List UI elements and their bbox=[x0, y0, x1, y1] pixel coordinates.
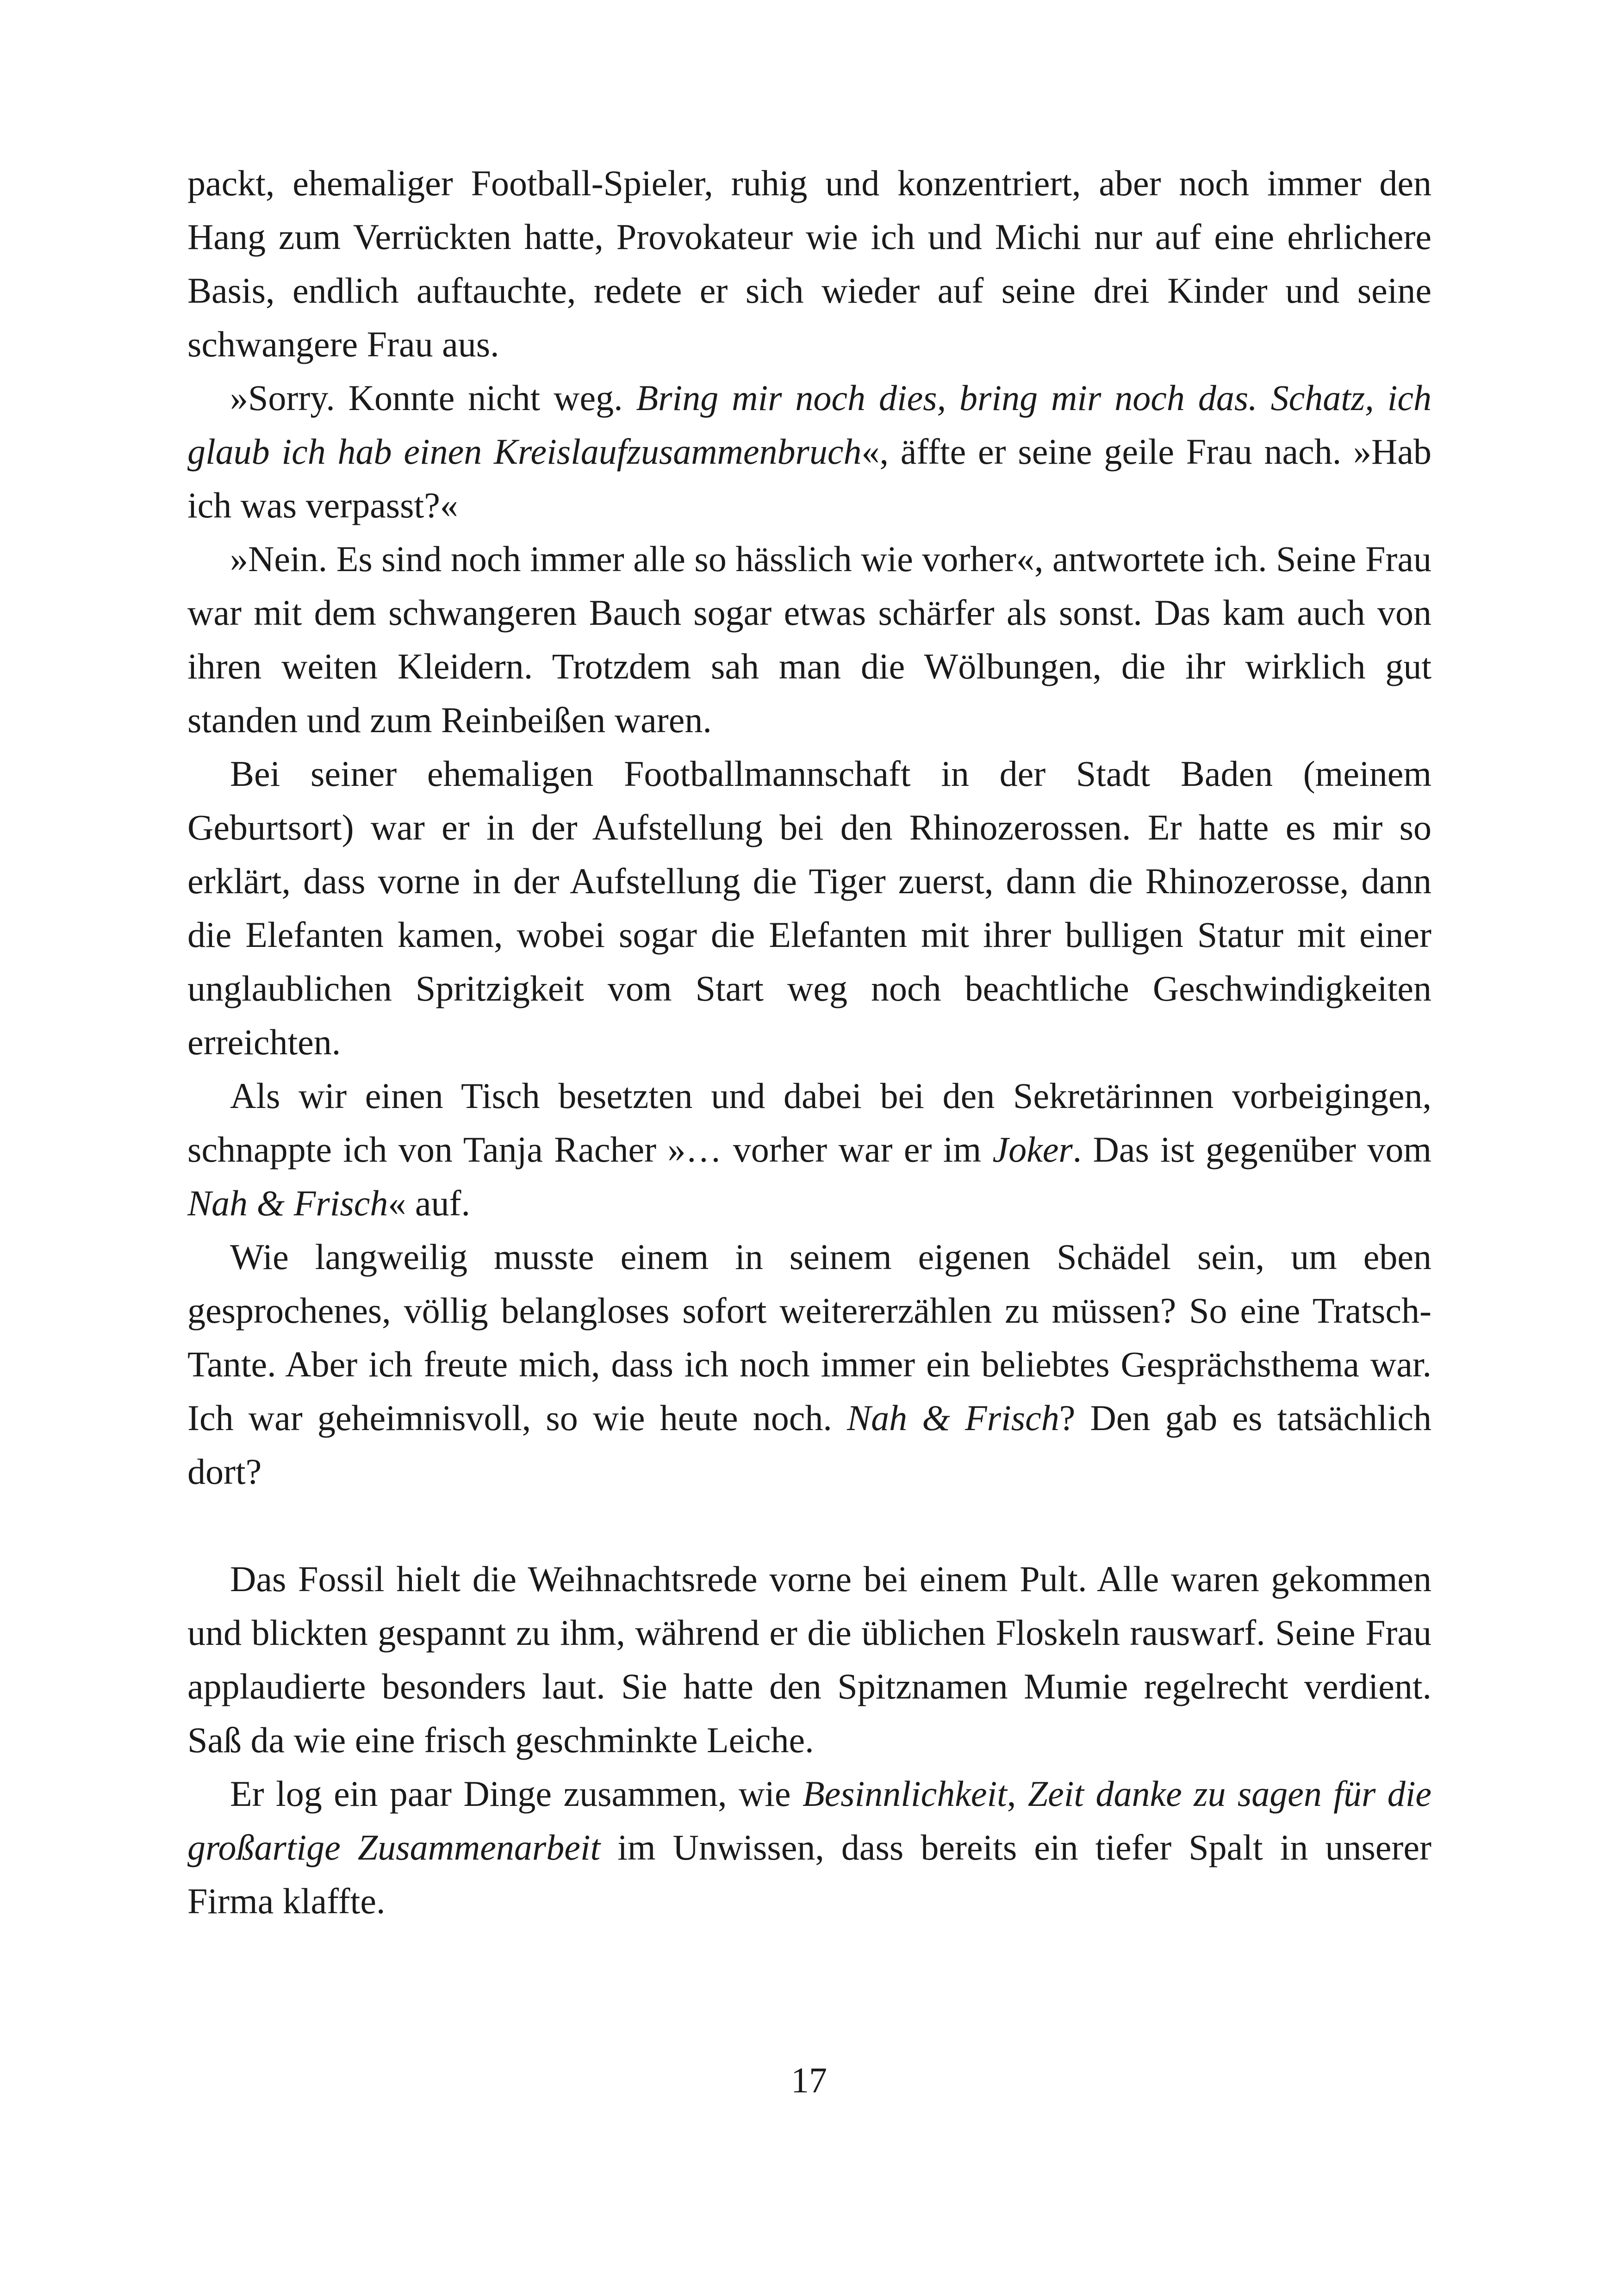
text-run: Das Fossil hielt die Weihnachtsrede vorne bei einem Pult. Alle waren gekommen und blickten gespannt zu ihm, während er die üblichen Floskeln rauswarf. Seine Frau applaudierte besonders laut. Sie hatte den Spitznamen Mumie regelrecht verdient. Saß da wie eine frisch geschminkte Leiche. bbox=[187, 1559, 1431, 1760]
text-run: . Das ist gegenüber vom bbox=[1072, 1129, 1431, 1170]
italic-text-run: Zeit danke zu sagen für die großartige Zusammenarbeit bbox=[187, 1773, 1432, 1867]
text-run: »Nein. Es sind noch immer alle so hässlich wie vorher«, antwortete ich. Seine Frau war mit dem schwangeren Bauch sogar etwas schärfer als sonst. Das kam auch von ihren weiten Kleidern. Trotzdem sah man die Wölbungen, die ihr wirklich gut standen und zum Reinbeißen waren. bbox=[187, 539, 1431, 740]
text-run: packt, ehemaliger Football-Spieler, ruhig und konzentriert, aber noch immer den Hang zum Verrückten hatte, Provokateur wie ich und Michi nur auf eine ehrlichere Basis, endlich auftauchte, redete er sich wieder auf seine drei Kinder und seine schwangere Frau aus. bbox=[187, 163, 1431, 364]
text-run: , bbox=[1007, 1773, 1028, 1814]
text-run: Wie langweilig musste einem in seinem eigenen Schädel sein, um eben gesprochenes, völlig belangloses sofort weitererzählen zu müssen? So eine Tratsch-Tante. Aber ich freute mich, dass ich noch immer ein beliebtes Gesprächsthema war. Ich war geheimnisvoll, so wie heute noch. bbox=[187, 1237, 1431, 1438]
text-run: im Unwissen, dass bereits ein tiefer Spalt in unserer Firma klaffte. bbox=[187, 1827, 1431, 1921]
text-run: «, äffte er seine geile Frau nach. »Hab ich was verpasst?« bbox=[187, 431, 1431, 525]
paragraph bbox=[187, 532, 1431, 747]
page-number: 17 bbox=[791, 2060, 827, 2100]
text-run: Bei seiner ehemaligen Footballmannschaft in der Stadt Baden (meinem Geburtsort) war er in der Aufstellung bei den Rhinozerossen. Er hatte es mir so erklärt, dass vorne in der Aufstellung die Tiger zuerst, dann die Rhinozerosse, dann die Elefanten kamen, wobei sogar die Elefanten mit ihrer bulligen Statur mit einer unglaublichen Spritzigkeit vom Start weg noch beachtliche Geschwindigkeiten erreichten. bbox=[187, 753, 1431, 1062]
text-run: »Sorry. Konnte nicht weg. bbox=[230, 378, 636, 418]
body-text bbox=[187, 156, 1431, 1928]
italic-text-run: Besinnlichkeit bbox=[802, 1773, 1007, 1814]
paragraph bbox=[187, 747, 1431, 1069]
paragraph bbox=[187, 1230, 1431, 1499]
text-run: Als wir einen Tisch besetzten und dabei bei den Sekretärinnen vorbeigingen, schnappte ich von Tanja Racher »… vorher war er im bbox=[187, 1076, 1431, 1170]
paragraph bbox=[187, 1069, 1431, 1230]
text-run: ? Den gab es tatsächlich dort? bbox=[187, 1398, 1431, 1492]
italic-text-run: Bring mir noch dies, bring mir noch das. Schatz, ich glaub ich hab einen Kreislaufzusammenbruch bbox=[187, 378, 1431, 472]
text-run: « auf. bbox=[388, 1183, 470, 1223]
paragraph bbox=[187, 1552, 1431, 1767]
paragraph bbox=[187, 1767, 1431, 1928]
italic-text-run: Joker bbox=[992, 1129, 1073, 1170]
text-run: Er log ein paar Dinge zusammen, wie bbox=[230, 1773, 803, 1814]
italic-text-run: Nah & Frisch bbox=[847, 1398, 1059, 1438]
italic-text-run: Nah & Frisch bbox=[187, 1183, 388, 1223]
paragraph bbox=[187, 371, 1431, 532]
paragraph bbox=[187, 156, 1431, 371]
